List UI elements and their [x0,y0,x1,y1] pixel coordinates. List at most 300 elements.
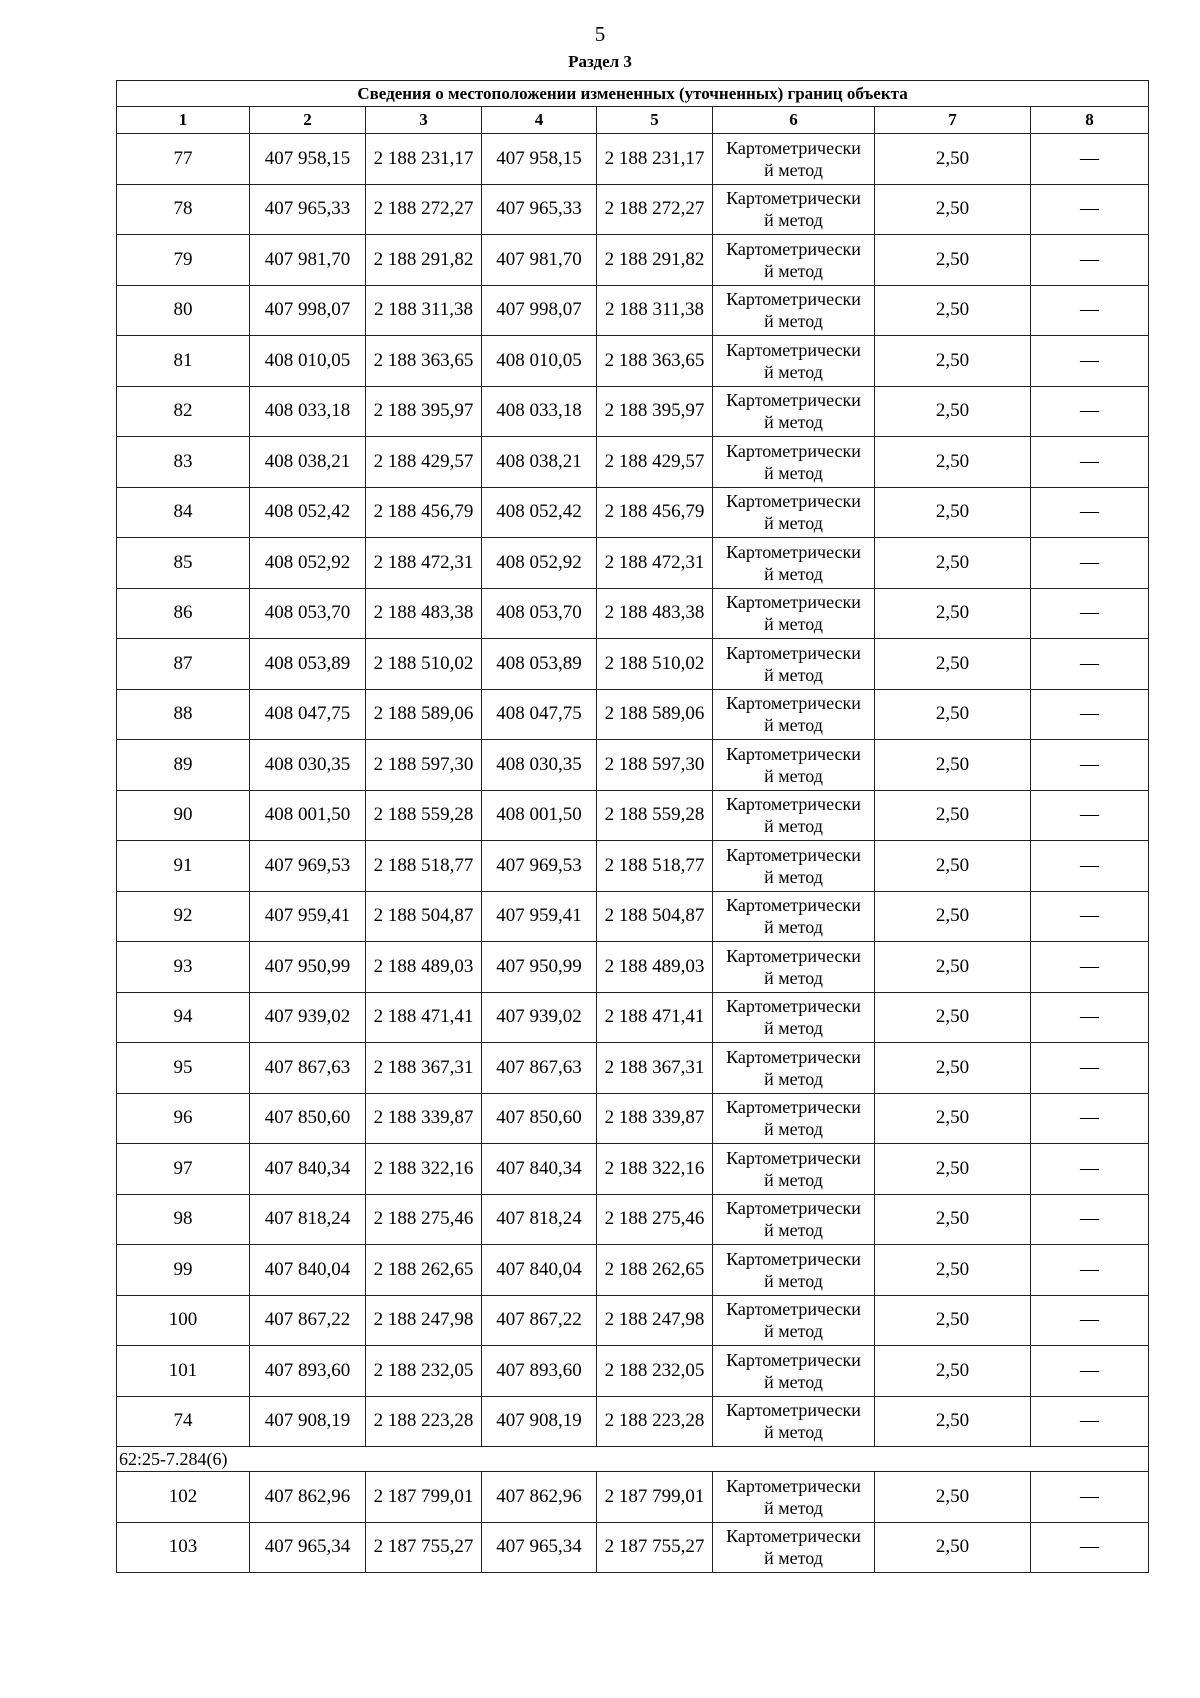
point-number: 88 [117,689,250,740]
table-row [117,790,1149,841]
accuracy: 2,50 [875,1245,1031,1296]
y-coordinate-existing: 2 188 272,27 [366,184,482,235]
x-coordinate-existing: 407 950,99 [250,942,366,993]
x-coordinate-existing: 408 030,35 [250,740,366,791]
y-coordinate-existing: 2 188 275,46 [366,1194,482,1245]
point-number: 86 [117,588,250,639]
determination-method [713,992,875,1043]
accuracy: 2,50 [875,891,1031,942]
coordinates-table [116,80,1149,1573]
method-line-2: й метод [764,1270,823,1291]
table-row [117,1295,1149,1346]
accuracy: 2,50 [875,1472,1031,1523]
method-line-2: й метод [764,816,823,837]
point-number: 100 [117,1295,250,1346]
method-line-2: й метод [764,1422,823,1443]
x-coordinate-existing: 407 981,70 [250,235,366,286]
determination-method [713,1295,875,1346]
point-number: 87 [117,639,250,690]
point-number: 99 [117,1245,250,1296]
table-row [117,841,1149,892]
point-number: 90 [117,790,250,841]
point-number: 96 [117,1093,250,1144]
point-number: 74 [117,1396,250,1447]
table-row [117,1346,1149,1397]
accuracy: 2,50 [875,790,1031,841]
y-coordinate-existing: 2 188 232,05 [366,1346,482,1397]
x-coordinate-new: 407 998,07 [482,285,597,336]
note: — [1031,487,1149,538]
accuracy: 2,50 [875,639,1031,690]
table-row [117,1043,1149,1094]
x-coordinate-existing: 407 818,24 [250,1194,366,1245]
determination-method [713,841,875,892]
method-line-2: й метод [764,664,823,685]
point-number: 84 [117,487,250,538]
method-line-1: Картометрически [726,794,861,815]
note: — [1031,588,1149,639]
determination-method [713,639,875,690]
x-coordinate-existing: 408 052,42 [250,487,366,538]
x-coordinate-existing: 407 958,15 [250,134,366,185]
method-line-2: й метод [764,563,823,584]
accuracy: 2,50 [875,285,1031,336]
method-line-1: Картометрически [726,693,861,714]
column-number-header: 5 [597,107,713,134]
point-number: 92 [117,891,250,942]
y-coordinate-existing: 2 188 597,30 [366,740,482,791]
table-row [117,689,1149,740]
accuracy: 2,50 [875,1295,1031,1346]
x-coordinate-new: 407 867,22 [482,1295,597,1346]
accuracy: 2,50 [875,184,1031,235]
point-number: 81 [117,336,250,387]
accuracy: 2,50 [875,942,1031,993]
method-line-1: Картометрически [726,1475,861,1496]
table-row [117,639,1149,690]
determination-method [713,790,875,841]
method-line-1: Картометрически [726,390,861,411]
method-line-2: й метод [764,715,823,736]
point-number: 82 [117,386,250,437]
column-number-header: 2 [250,107,366,134]
y-coordinate-new: 2 188 311,38 [597,285,713,336]
method-line-2: й метод [764,361,823,382]
accuracy: 2,50 [875,1043,1031,1094]
x-coordinate-existing: 408 053,70 [250,588,366,639]
y-coordinate-existing: 2 188 231,17 [366,134,482,185]
x-coordinate-existing: 407 893,60 [250,1346,366,1397]
determination-method [713,538,875,589]
accuracy: 2,50 [875,1396,1031,1447]
method-line-2: й метод [764,311,823,332]
note: — [1031,790,1149,841]
x-coordinate-existing: 407 867,22 [250,1295,366,1346]
column-number-header: 3 [366,107,482,134]
determination-method [713,689,875,740]
note: — [1031,891,1149,942]
x-coordinate-existing: 407 840,34 [250,1144,366,1195]
x-coordinate-new: 408 053,89 [482,639,597,690]
x-coordinate-new: 408 052,92 [482,538,597,589]
x-coordinate-new: 407 950,99 [482,942,597,993]
point-number: 94 [117,992,250,1043]
method-line-1: Картометрически [726,541,861,562]
y-coordinate-new: 2 188 223,28 [597,1396,713,1447]
determination-method [713,1396,875,1447]
accuracy: 2,50 [875,235,1031,286]
determination-method [713,336,875,387]
method-line-2: й метод [764,159,823,180]
note: — [1031,639,1149,690]
point-number: 95 [117,1043,250,1094]
y-coordinate-new: 2 188 363,65 [597,336,713,387]
determination-method [713,487,875,538]
point-number: 97 [117,1144,250,1195]
y-coordinate-existing: 2 188 363,65 [366,336,482,387]
method-line-2: й метод [764,614,823,635]
note: — [1031,1472,1149,1523]
point-number: 93 [117,942,250,993]
table-row [117,1194,1149,1245]
y-coordinate-existing: 2 188 247,98 [366,1295,482,1346]
column-number-header: 1 [117,107,250,134]
y-coordinate-new: 2 188 291,82 [597,235,713,286]
note: — [1031,386,1149,437]
table-row [117,285,1149,336]
x-coordinate-new: 408 053,70 [482,588,597,639]
y-coordinate-existing: 2 188 395,97 [366,386,482,437]
note: — [1031,1144,1149,1195]
method-line-2: й метод [764,1548,823,1569]
point-number: 80 [117,285,250,336]
method-line-1: Картометрически [726,1299,861,1320]
note: — [1031,285,1149,336]
x-coordinate-new: 407 969,53 [482,841,597,892]
accuracy: 2,50 [875,1346,1031,1397]
y-coordinate-new: 2 188 262,65 [597,1245,713,1296]
determination-method [713,1043,875,1094]
x-coordinate-new: 408 033,18 [482,386,597,437]
method-line-1: Картометрически [726,844,861,865]
method-line-1: Картометрически [726,1097,861,1118]
determination-method [713,134,875,185]
method-line-2: й метод [764,260,823,281]
y-coordinate-existing: 2 188 339,87 [366,1093,482,1144]
y-coordinate-new: 2 188 275,46 [597,1194,713,1245]
note: — [1031,235,1149,286]
x-coordinate-existing: 407 850,60 [250,1093,366,1144]
x-coordinate-new: 407 893,60 [482,1346,597,1397]
x-coordinate-new: 408 052,42 [482,487,597,538]
y-coordinate-new: 2 188 471,41 [597,992,713,1043]
method-line-1: Картометрически [726,339,861,360]
method-line-1: Картометрически [726,440,861,461]
method-line-1: Картометрически [726,1198,861,1219]
y-coordinate-existing: 2 188 429,57 [366,437,482,488]
determination-method [713,588,875,639]
table-row [117,588,1149,639]
note: — [1031,1522,1149,1573]
x-coordinate-existing: 407 840,04 [250,1245,366,1296]
y-coordinate-new: 2 187 799,01 [597,1472,713,1523]
point-number: 77 [117,134,250,185]
method-line-1: Картометрически [726,1526,861,1547]
y-coordinate-new: 2 188 395,97 [597,386,713,437]
table-row [117,891,1149,942]
determination-method [713,891,875,942]
y-coordinate-existing: 2 188 472,31 [366,538,482,589]
method-line-2: й метод [764,1220,823,1241]
x-coordinate-new: 408 030,35 [482,740,597,791]
accuracy: 2,50 [875,1093,1031,1144]
method-line-1: Картометрически [726,238,861,259]
method-line-2: й метод [764,967,823,988]
y-coordinate-new: 2 188 367,31 [597,1043,713,1094]
x-coordinate-new: 407 867,63 [482,1043,597,1094]
y-coordinate-existing: 2 188 456,79 [366,487,482,538]
table-row [117,1522,1149,1573]
note: — [1031,538,1149,589]
note: — [1031,740,1149,791]
table-row [117,1093,1149,1144]
point-number: 102 [117,1472,250,1523]
column-number-row [117,107,1149,134]
y-coordinate-new: 2 188 597,30 [597,740,713,791]
accuracy: 2,50 [875,437,1031,488]
note: — [1031,1194,1149,1245]
y-coordinate-existing: 2 188 223,28 [366,1396,482,1447]
table-row [117,1472,1149,1523]
y-coordinate-new: 2 188 559,28 [597,790,713,841]
accuracy: 2,50 [875,336,1031,387]
determination-method [713,235,875,286]
accuracy: 2,50 [875,992,1031,1043]
y-coordinate-existing: 2 188 367,31 [366,1043,482,1094]
y-coordinate-new: 2 188 322,16 [597,1144,713,1195]
determination-method [713,1346,875,1397]
method-line-1: Картометрически [726,188,861,209]
x-coordinate-new: 407 959,41 [482,891,597,942]
y-coordinate-existing: 2 188 471,41 [366,992,482,1043]
note: — [1031,841,1149,892]
x-coordinate-existing: 408 052,92 [250,538,366,589]
method-line-2: й метод [764,1321,823,1342]
x-coordinate-existing: 407 908,19 [250,1396,366,1447]
x-coordinate-existing: 407 862,96 [250,1472,366,1523]
accuracy: 2,50 [875,740,1031,791]
determination-method [713,942,875,993]
method-line-1: Картометрически [726,945,861,966]
x-coordinate-existing: 407 998,07 [250,285,366,336]
y-coordinate-new: 2 188 456,79 [597,487,713,538]
table-row [117,336,1149,387]
table-row [117,1245,1149,1296]
accuracy: 2,50 [875,134,1031,185]
y-coordinate-new: 2 188 231,17 [597,134,713,185]
x-coordinate-new: 407 850,60 [482,1093,597,1144]
contour-label: 62:25-7.284(6) [117,1447,1149,1472]
method-line-1: Картометрически [726,743,861,764]
method-line-1: Картометрически [726,1147,861,1168]
table-row [117,992,1149,1043]
method-line-2: й метод [764,1497,823,1518]
accuracy: 2,50 [875,538,1031,589]
x-coordinate-existing: 407 959,41 [250,891,366,942]
point-number: 101 [117,1346,250,1397]
x-coordinate-new: 407 965,33 [482,184,597,235]
method-line-2: й метод [764,1371,823,1392]
note: — [1031,134,1149,185]
contour-group-row [117,1447,1149,1472]
point-number: 91 [117,841,250,892]
x-coordinate-new: 408 010,05 [482,336,597,387]
column-number-header: 4 [482,107,597,134]
y-coordinate-new: 2 188 589,06 [597,689,713,740]
method-line-1: Картометрически [726,1248,861,1269]
note: — [1031,1396,1149,1447]
note: — [1031,1093,1149,1144]
accuracy: 2,50 [875,1522,1031,1573]
x-coordinate-new: 407 818,24 [482,1194,597,1245]
y-coordinate-existing: 2 188 510,02 [366,639,482,690]
y-coordinate-new: 2 188 247,98 [597,1295,713,1346]
table-row [117,740,1149,791]
method-line-1: Картометрически [726,996,861,1017]
y-coordinate-existing: 2 188 483,38 [366,588,482,639]
method-line-2: й метод [764,210,823,231]
page-number: 5 [594,22,606,46]
column-number-header: 6 [713,107,875,134]
column-number-header: 7 [875,107,1031,134]
method-line-2: й метод [764,765,823,786]
method-line-2: й метод [764,1169,823,1190]
method-line-2: й метод [764,462,823,483]
determination-method [713,1093,875,1144]
method-line-2: й метод [764,866,823,887]
table-row [117,235,1149,286]
x-coordinate-existing: 407 939,02 [250,992,366,1043]
table-row [117,1396,1149,1447]
x-coordinate-new: 407 939,02 [482,992,597,1043]
x-coordinate-existing: 408 038,21 [250,437,366,488]
point-number: 83 [117,437,250,488]
table-row [117,538,1149,589]
method-line-1: Картометрически [726,1349,861,1370]
y-coordinate-existing: 2 188 262,65 [366,1245,482,1296]
y-coordinate-existing: 2 187 799,01 [366,1472,482,1523]
y-coordinate-new: 2 188 510,02 [597,639,713,690]
section-title: Раздел 3 [568,52,632,71]
point-number: 98 [117,1194,250,1245]
x-coordinate-new: 408 038,21 [482,437,597,488]
method-line-1: Картометрически [726,1046,861,1067]
determination-method [713,1194,875,1245]
y-coordinate-new: 2 188 472,31 [597,538,713,589]
table-caption: Сведения о местоположении измененных (уточненных) границ объекта [117,81,1149,107]
y-coordinate-existing: 2 188 311,38 [366,285,482,336]
note: — [1031,992,1149,1043]
x-coordinate-new: 407 981,70 [482,235,597,286]
accuracy: 2,50 [875,1194,1031,1245]
note: — [1031,1245,1149,1296]
method-line-2: й метод [764,917,823,938]
y-coordinate-new: 2 188 489,03 [597,942,713,993]
x-coordinate-new: 407 965,34 [482,1522,597,1573]
point-number: 89 [117,740,250,791]
y-coordinate-existing: 2 187 755,27 [366,1522,482,1573]
determination-method [713,184,875,235]
determination-method [713,1522,875,1573]
method-line-2: й метод [764,513,823,534]
method-line-1: Картометрически [726,289,861,310]
y-coordinate-existing: 2 188 559,28 [366,790,482,841]
table-row [117,437,1149,488]
method-line-1: Картометрически [726,642,861,663]
method-line-2: й метод [764,412,823,433]
method-line-1: Картометрически [726,592,861,613]
x-coordinate-existing: 407 969,53 [250,841,366,892]
accuracy: 2,50 [875,689,1031,740]
note: — [1031,1043,1149,1094]
y-coordinate-new: 2 188 483,38 [597,588,713,639]
x-coordinate-new: 408 047,75 [482,689,597,740]
determination-method [713,285,875,336]
y-coordinate-new: 2 188 339,87 [597,1093,713,1144]
accuracy: 2,50 [875,841,1031,892]
y-coordinate-existing: 2 188 518,77 [366,841,482,892]
method-line-2: й метод [764,1068,823,1089]
x-coordinate-existing: 407 867,63 [250,1043,366,1094]
method-line-1: Картометрически [726,1400,861,1421]
determination-method [713,1245,875,1296]
x-coordinate-new: 407 840,04 [482,1245,597,1296]
column-number-header: 8 [1031,107,1149,134]
note: — [1031,1295,1149,1346]
note: — [1031,437,1149,488]
x-coordinate-existing: 407 965,33 [250,184,366,235]
y-coordinate-existing: 2 188 489,03 [366,942,482,993]
accuracy: 2,50 [875,487,1031,538]
method-line-1: Картометрически [726,895,861,916]
table-row [117,942,1149,993]
accuracy: 2,50 [875,588,1031,639]
method-line-1: Картометрически [726,491,861,512]
point-number: 79 [117,235,250,286]
determination-method [713,1144,875,1195]
y-coordinate-new: 2 188 504,87 [597,891,713,942]
method-line-2: й метод [764,1018,823,1039]
table-body [117,134,1149,1573]
x-coordinate-new: 408 001,50 [482,790,597,841]
x-coordinate-new: 407 908,19 [482,1396,597,1447]
table-row [117,487,1149,538]
x-coordinate-new: 407 958,15 [482,134,597,185]
x-coordinate-existing: 408 047,75 [250,689,366,740]
table-row [117,1144,1149,1195]
note: — [1031,184,1149,235]
determination-method [713,1472,875,1523]
table-row [117,184,1149,235]
y-coordinate-existing: 2 188 322,16 [366,1144,482,1195]
x-coordinate-existing: 408 010,05 [250,336,366,387]
point-number: 85 [117,538,250,589]
determination-method [713,437,875,488]
y-coordinate-new: 2 188 272,27 [597,184,713,235]
y-coordinate-existing: 2 188 504,87 [366,891,482,942]
x-coordinate-existing: 408 001,50 [250,790,366,841]
x-coordinate-new: 407 840,34 [482,1144,597,1195]
